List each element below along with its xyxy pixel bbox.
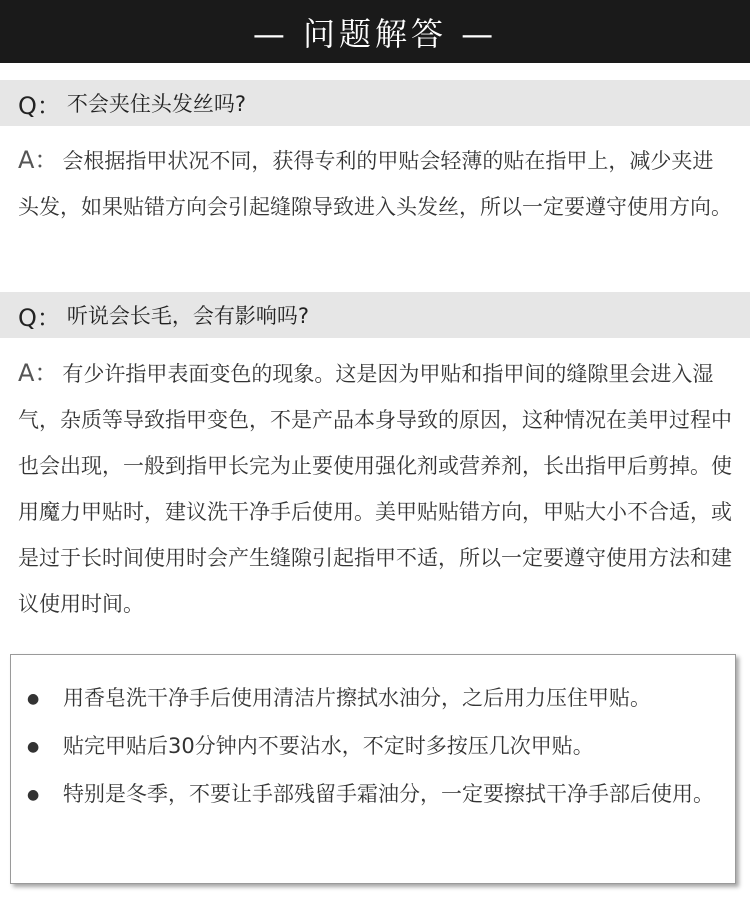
question-bar	[0, 80, 750, 126]
usage-tips-box	[10, 654, 736, 884]
answer-block	[18, 350, 734, 627]
question-text: 听说会长毛，会有影响吗?	[66, 304, 310, 328]
list-item	[27, 675, 727, 722]
question-text: 不会夹住头发丝吗?	[66, 92, 247, 116]
answer-marker: A：	[18, 359, 59, 387]
list-item	[27, 771, 727, 818]
answer-text: 会根据指甲状况不同，获得专利的甲贴会轻薄的贴在指甲上，减少夹进头发，如果贴错方向会引起缝隙导致进入头发丝，所以一定要遵守使用方向。	[18, 149, 732, 219]
page-title-bar	[0, 0, 750, 63]
question-bar	[0, 292, 750, 338]
page-title: — 问题解答 —	[252, 14, 498, 53]
question-marker: Q：	[18, 91, 61, 120]
answer-block	[18, 137, 734, 230]
tip-text: 用香皂洗干净手后使用清洁片擦拭水油分，之后用力压住甲贴。	[63, 686, 651, 710]
bullet-icon: ●	[27, 787, 40, 803]
bullet-icon: ●	[27, 691, 40, 707]
question-marker: Q：	[18, 303, 61, 332]
answer-text: 有少许指甲表面变色的现象。这是因为甲贴和指甲间的缝隙里会进入湿气，杂质等导致指甲变色，不是产品本身导致的原因，这种情况在美甲过程中也会出现，一般到指甲长完为止要使用强化剂或营养剂，长出指甲后剪掉。使用魔力甲贴时，建议洗干净手后使用。美甲贴贴错方向，甲贴大小不合适，或是过于长时间使用时会产生缝隙引起指甲不适，所以一定要遵守使用方法和建议使用时间。	[18, 362, 732, 616]
list-item	[27, 723, 727, 770]
bullet-icon: ●	[27, 739, 40, 755]
answer-marker: A：	[18, 146, 59, 174]
tip-text: 贴完甲贴后30分钟内不要沾水，不定时多按压几次甲贴。	[63, 734, 594, 758]
tip-text: 特别是冬季，不要让手部残留手霜油分，一定要擦拭干净手部后使用。	[63, 782, 714, 806]
